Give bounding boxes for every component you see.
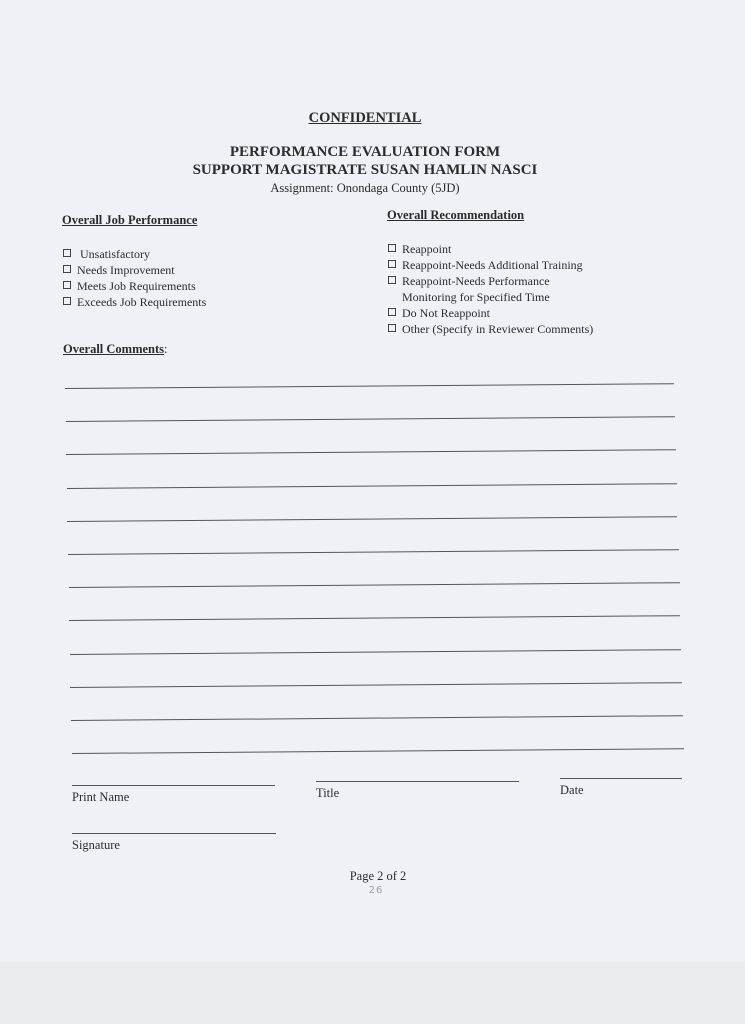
option-meets-requirements[interactable]: Meets Job Requirements — [63, 278, 206, 294]
checkbox-icon[interactable] — [388, 308, 396, 316]
option-reappoint-training[interactable]: Reappoint-Needs Additional Training — [388, 257, 593, 273]
recommendation-heading: Overall Recommendation — [387, 208, 525, 222]
comment-line[interactable] — [70, 682, 682, 688]
comment-line[interactable] — [65, 383, 674, 389]
checkbox-icon[interactable] — [388, 276, 396, 284]
checkbox-icon[interactable] — [63, 297, 71, 305]
comment-line[interactable] — [67, 516, 677, 522]
comment-line[interactable] — [68, 549, 678, 555]
comment-line[interactable] — [67, 483, 677, 489]
subject-name: SUPPORT MAGISTRATE SUSAN HAMLIN NASCI — [192, 162, 538, 178]
option-exceeds-requirements[interactable]: Exceeds Job Requirements — [63, 294, 206, 310]
scan-margin — [0, 962, 745, 1024]
job-performance-options — [63, 246, 206, 310]
checkbox-icon[interactable] — [388, 260, 396, 268]
comment-line[interactable] — [72, 748, 684, 754]
page-stamp: 26 — [368, 885, 384, 896]
comments-heading: Overall Comments: — [63, 342, 168, 356]
option-unsatisfactory[interactable]: Unsatisfactory — [63, 246, 206, 262]
comment-line[interactable] — [66, 416, 675, 422]
comment-line[interactable] — [71, 715, 683, 721]
signature-line[interactable] — [72, 833, 276, 834]
date-line[interactable] — [560, 778, 682, 779]
option-other[interactable]: Other (Specify in Reviewer Comments) — [388, 321, 593, 337]
option-reappoint-monitoring-continuation: Monitoring for Specified Time — [402, 290, 550, 304]
comment-line[interactable] — [69, 582, 680, 588]
checkbox-icon[interactable] — [63, 281, 71, 289]
option-reappoint[interactable]: Reappoint — [388, 241, 593, 257]
checkbox-icon[interactable] — [63, 265, 71, 273]
signature-label: Signature — [72, 838, 120, 852]
recommendation-options — [388, 241, 593, 337]
comment-line[interactable] — [70, 649, 681, 655]
date-label: Date — [560, 783, 584, 797]
checkbox-icon[interactable] — [63, 249, 71, 257]
checkbox-icon[interactable] — [388, 324, 396, 332]
form-title: PERFORMANCE EVALUATION FORM — [229, 144, 501, 160]
page-number: Page 2 of 2 — [349, 869, 407, 883]
print-name-line[interactable] — [72, 785, 275, 786]
option-reappoint-monitoring[interactable]: Reappoint-Needs Performance — [388, 273, 593, 289]
print-name-label: Print Name — [72, 790, 130, 804]
assignment-line: Assignment: Onondaga County (5JD) — [270, 181, 460, 195]
title-label: Title — [316, 786, 340, 800]
title-line[interactable] — [316, 781, 519, 782]
option-needs-improvement[interactable]: Needs Improvement — [63, 262, 206, 278]
confidential-heading: CONFIDENTIAL — [308, 110, 422, 126]
comment-line[interactable] — [69, 616, 680, 622]
comment-line[interactable] — [66, 450, 676, 456]
option-do-not-reappoint[interactable]: Do Not Reappoint — [388, 305, 593, 321]
job-performance-heading: Overall Job Performance — [62, 213, 198, 227]
checkbox-icon[interactable] — [388, 244, 396, 252]
